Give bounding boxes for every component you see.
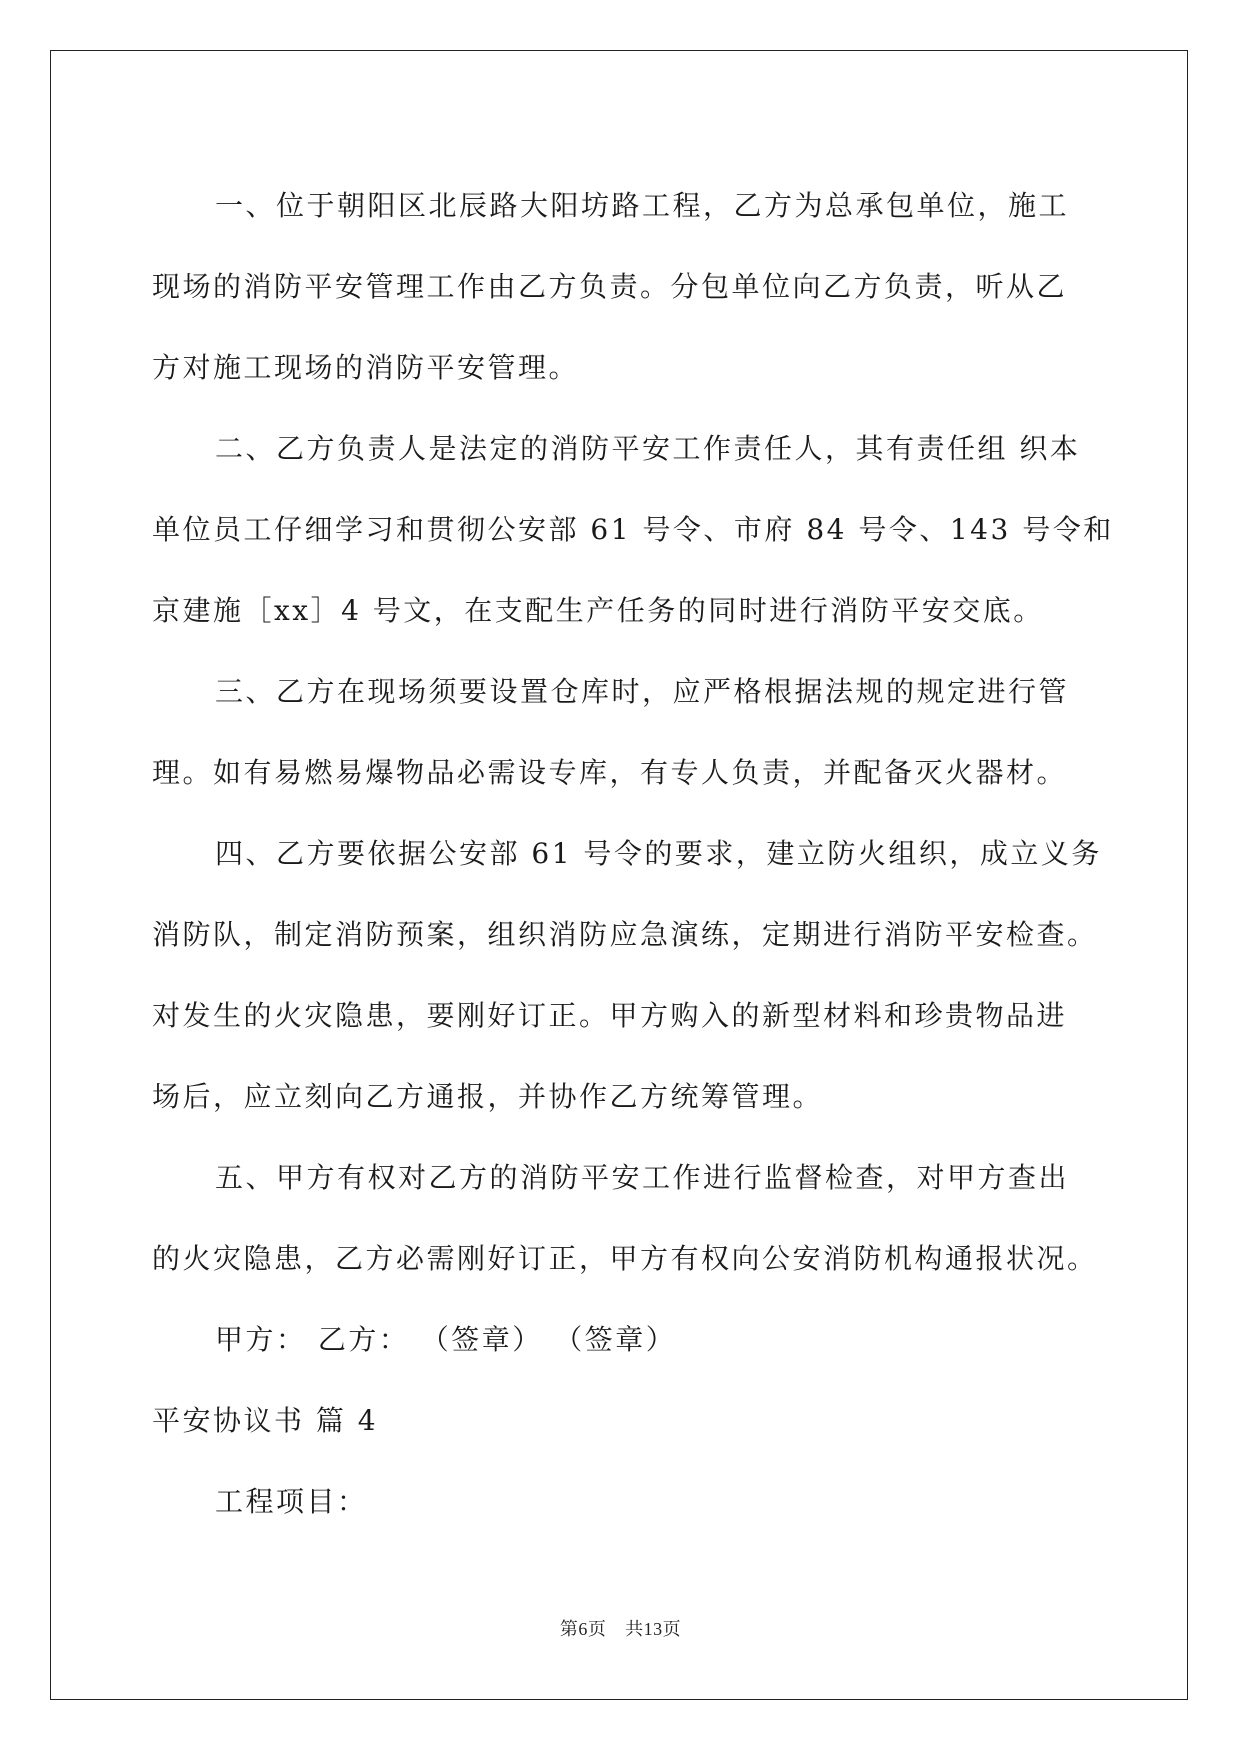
paragraph-line: 五、甲方有权对乙方的消防平安工作进行监督检查，对甲方查出	[215, 1161, 1070, 1194]
total-suffix: 页	[662, 1619, 682, 1640]
paragraph-3	[152, 651, 1092, 813]
paragraph-line: 京建施［xx］4 号文，在支配生产任务的同时进行消防平安交底。	[152, 594, 1044, 627]
paragraph-line: 消防队，制定消防预案，组织消防应急演练，定期进行消防平安检查。	[152, 918, 1098, 951]
project-label	[152, 1461, 1092, 1542]
signature-line	[152, 1299, 1092, 1380]
paragraph-2	[152, 408, 1114, 651]
paragraph-line: 四、乙方要依据公安部 61 号令的要求，建立防火组织，成立义务	[215, 837, 1102, 870]
page-footer	[0, 1615, 1241, 1641]
paragraph-5	[152, 1137, 1098, 1299]
paragraph-line: 对发生的火灾隐患，要刚好订正。甲方购入的新型材料和珍贵物品进	[152, 999, 1068, 1032]
paragraph-line: 单位员工仔细学习和贯彻公安部 61 号令、市府 84 号令、143 号令和	[152, 513, 1114, 546]
project-label-text: 工程项目：	[215, 1485, 368, 1518]
document-body	[152, 165, 1114, 1542]
section-heading	[152, 1380, 1092, 1461]
current-page-number: 6	[578, 1619, 588, 1639]
section-heading-text: 平安协议书 篇 4	[152, 1404, 379, 1437]
total-pages-number: 13	[643, 1619, 663, 1639]
paragraph-line: 一、位于朝阳区北辰路大阳坊路工程，乙方为总承包单位，施工	[215, 189, 1070, 222]
paragraph-line: 方对施工现场的消防平安管理。	[152, 351, 580, 384]
signature-text: 甲方： 乙方： （签章） （签章）	[215, 1323, 677, 1356]
paragraph-line: 三、乙方在现场须要设置仓库时，应严格根据法规的规定进行管	[215, 675, 1070, 708]
paragraph-line: 现场的消防平安管理工作由乙方负责。分包单位向乙方负责，听从乙	[152, 270, 1068, 303]
paragraph-line: 的火灾隐患，乙方必需刚好订正，甲方有权向公安消防机构通报状况。	[152, 1242, 1098, 1275]
paragraph-4	[152, 813, 1102, 1137]
paragraph-line: 场后，应立刻向乙方通报，并协作乙方统筹管理。	[152, 1080, 824, 1113]
page-suffix: 页	[587, 1619, 607, 1640]
paragraph-line: 二、乙方负责人是法定的消防平安工作责任人，其有责任组 织本	[215, 432, 1081, 465]
total-prefix: 共	[625, 1619, 644, 1640]
paragraph-1	[152, 165, 1092, 408]
paragraph-line: 理。如有易燃易爆物品必需设专库，有专人负责，并配备灭火器材。	[152, 756, 1068, 789]
page-prefix: 第	[559, 1619, 579, 1640]
